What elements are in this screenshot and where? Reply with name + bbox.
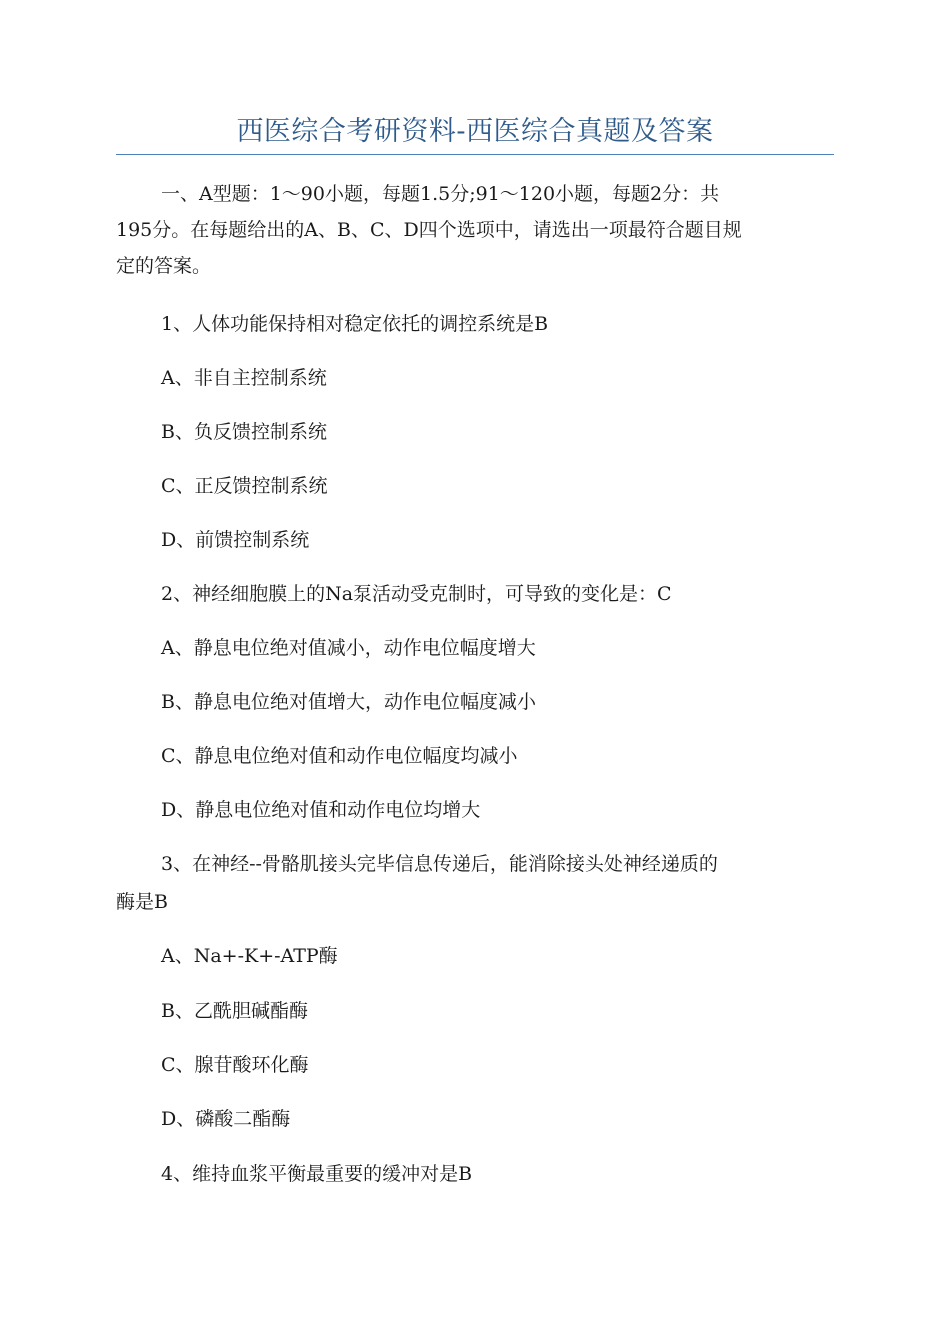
question-2-option-d: D、静息电位绝对值和动作电位均增大	[161, 799, 481, 821]
intro-line-1: 一、A型题：1～90小题，每题1.5分;91～120小题，每题2分：共	[161, 183, 720, 205]
intro-line-2: 195分。在每题给出的A、B、C、D四个选项中，请选出一项最符合题目规	[116, 219, 742, 241]
question-2-option-a: A、静息电位绝对值减小，动作电位幅度增大	[161, 637, 536, 659]
question-2-option-c: C、静息电位绝对值和动作电位幅度均减小	[161, 745, 518, 767]
question-3-stem-line-1: 3、在神经--骨骼肌接头完毕信息传递后，能消除接头处神经递质的	[161, 853, 718, 875]
question-3-option-a: A、Na+-K+-ATP酶	[161, 945, 338, 967]
question-3-option-b: B、乙酰胆碱酯酶	[161, 1000, 308, 1022]
question-3-stem-line-2: 酶是B	[116, 891, 168, 913]
question-1-option-b: B、负反馈控制系统	[161, 421, 327, 443]
question-2-option-b: B、静息电位绝对值增大，动作电位幅度减小	[161, 691, 536, 713]
question-1-option-c: C、正反馈控制系统	[161, 475, 328, 497]
title-underline	[116, 154, 834, 155]
question-1-option-d: D、前馈控制系统	[161, 529, 310, 551]
question-4-stem: 4、维持血浆平衡最重要的缓冲对是B	[161, 1163, 473, 1185]
document-title: 西医综合考研资料-西医综合真题及答案	[236, 116, 714, 147]
question-1-stem: 1、人体功能保持相对稳定依托的调控系统是B	[161, 313, 549, 335]
question-2-stem: 2、神经细胞膜上的Na泵活动受克制时，可导致的变化是：C	[161, 583, 672, 605]
intro-line-3: 定的答案。	[116, 255, 212, 277]
question-3-option-c: C、腺苷酸环化酶	[161, 1054, 309, 1076]
question-1-option-a: A、非自主控制系统	[161, 367, 327, 389]
question-3-option-d: D、磷酸二酯酶	[161, 1108, 291, 1130]
